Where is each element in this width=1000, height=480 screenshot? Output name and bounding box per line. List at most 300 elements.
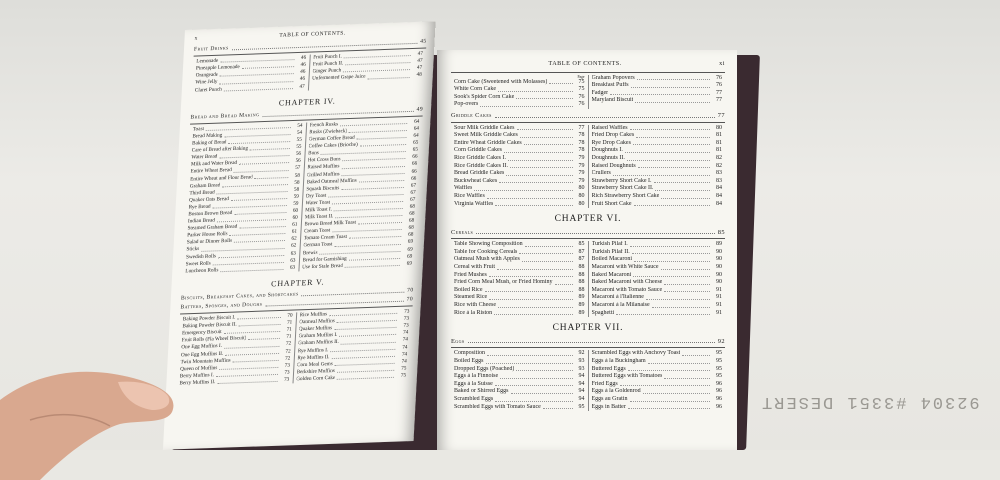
toc-entry — [454, 193, 585, 201]
entry-page: 67 — [406, 182, 416, 189]
entry-leader — [489, 294, 572, 300]
toc-entry — [592, 294, 723, 302]
entry-leader — [664, 373, 710, 379]
toc-column — [588, 75, 726, 109]
entry-page: 89 — [712, 241, 722, 249]
entry-title: Dry Toast — [306, 192, 327, 200]
entry-page: 73 — [280, 362, 290, 369]
entry-page: 66 — [406, 168, 416, 175]
entry-page: 64 — [408, 133, 418, 140]
entry-leader — [517, 125, 573, 131]
entry-title: Fried Eggs — [592, 381, 618, 389]
toc-entry — [592, 241, 723, 249]
entry-leader — [522, 256, 573, 262]
toc-entry — [592, 302, 723, 310]
entry-page: 82 — [712, 155, 722, 163]
entry-title: Ginger Punch — [312, 68, 341, 76]
entry-title: Eggs à la Suisse — [454, 381, 493, 389]
entry-leader — [499, 178, 572, 184]
entry-page: 75 — [396, 365, 406, 372]
toc-entry — [592, 125, 723, 133]
entry-page: 58 — [289, 179, 299, 186]
entry-page: 64 — [409, 126, 419, 133]
entry-leader — [628, 366, 710, 372]
entry-title: Quaker Oats Bread — [189, 196, 229, 204]
toc-entry — [592, 366, 723, 374]
entry-page: 91 — [712, 287, 722, 295]
entry-leader — [217, 377, 277, 384]
entry-title: French Rusks — [309, 121, 338, 129]
section-page: 85 — [718, 229, 725, 237]
entry-leader — [239, 158, 289, 165]
entry-page: 90 — [712, 279, 722, 287]
entry-title: Breakfast Puffs — [592, 82, 629, 90]
entry-title: Twin Mountain Muffins — [180, 357, 230, 366]
entry-leader — [344, 51, 411, 58]
entry-page: 67 — [405, 196, 415, 203]
entry-title: Rice Waffles — [454, 193, 485, 201]
toc-entry — [592, 75, 723, 83]
entry-page: 68 — [404, 211, 414, 218]
entry-page: 74 — [398, 330, 408, 337]
toc-entry — [454, 373, 585, 381]
entry-leader — [219, 151, 289, 159]
toc-entry — [592, 185, 723, 193]
entry-title: Sticks — [186, 246, 199, 254]
entry-page: 69 — [402, 246, 412, 253]
entry-leader — [495, 396, 572, 402]
entry-leader — [222, 180, 288, 187]
entry-title: Baked Oatmeal Muffins — [306, 177, 357, 186]
entry-page: 61 — [287, 222, 297, 229]
entry-title: Milk Toast I. — [305, 206, 332, 214]
entry-leader — [337, 316, 397, 323]
toc-columns — [451, 122, 725, 209]
toc-entry — [454, 404, 585, 412]
entry-leader — [345, 261, 400, 268]
entry-page: 77 — [712, 90, 722, 98]
entry-page: 46 — [295, 62, 305, 69]
entry-page: 72 — [281, 341, 291, 348]
entry-leader — [620, 381, 710, 387]
entry-title: Boiled Macaroni — [592, 256, 633, 264]
entry-page: 47 — [294, 83, 304, 90]
toc-entry — [454, 94, 585, 102]
entry-leader — [334, 239, 401, 246]
entry-page: 46 — [296, 55, 306, 62]
entry-page: 92 — [575, 350, 585, 358]
entry-leader — [242, 62, 294, 69]
toc-entry — [592, 373, 723, 381]
entry-title: Bread Making — [192, 132, 222, 140]
entry-title: Doughnuts I. — [592, 147, 623, 155]
entry-leader — [231, 194, 287, 201]
toc-entry — [592, 350, 723, 358]
entry-title: Rice with Cheese — [454, 302, 496, 310]
entry-page: 73 — [279, 376, 289, 383]
toc-entry — [454, 101, 585, 109]
toc-columns — [451, 72, 725, 109]
toc-entry — [592, 310, 723, 318]
entry-page: 79 — [575, 170, 585, 178]
entry-page: 83 — [712, 170, 722, 178]
entry-title: Doughnuts II. — [592, 155, 625, 163]
entry-page: 68 — [403, 232, 413, 239]
entry-page: 75 — [575, 79, 585, 87]
section-title: Cereals — [451, 229, 473, 237]
toc-column — [307, 51, 426, 91]
entry-title: Turkish Pilaf I. — [592, 241, 628, 249]
entry-title: Eggs à la Buckingham — [592, 358, 646, 366]
toc-column — [588, 241, 726, 317]
entry-page: 80 — [575, 201, 585, 209]
entry-title: Emergency Biscuit — [182, 329, 222, 337]
section-title: Eggs — [451, 338, 465, 346]
entry-page: 84 — [712, 185, 722, 193]
entry-title: German Toast — [303, 242, 333, 250]
entry-page: 80 — [712, 125, 722, 133]
runhead-center: TABLE OF CONTENTS. — [279, 30, 346, 39]
entry-title: Rice Muffins — [299, 311, 327, 319]
entry-page: 79 — [575, 155, 585, 163]
entry-title: Baked Macaroni with Cheese — [592, 279, 663, 287]
toc-columns — [176, 305, 412, 387]
entry-page: 80 — [575, 185, 585, 193]
entry-leader — [664, 279, 710, 285]
entry-leader — [511, 388, 573, 394]
entry-title: Sweet Rolls — [185, 260, 210, 268]
toc-entry — [454, 381, 585, 389]
entry-title: Rye Muffins II. — [297, 354, 330, 362]
entry-title: Macaroni with White Sauce — [592, 264, 659, 272]
entry-title: Oatmeal Mush with Apples — [454, 256, 520, 264]
entry-title: Eggs in Batter — [592, 404, 626, 412]
entry-leader — [337, 373, 394, 380]
entry-title: Cereal with Fruit — [454, 264, 495, 272]
section-page: 77 — [718, 112, 725, 120]
entry-leader — [248, 334, 279, 340]
entry-leader — [495, 201, 572, 207]
entry-page: 66 — [406, 175, 416, 182]
entry-title: Pop-overs — [454, 101, 478, 109]
entry-leader — [349, 254, 401, 261]
section-title: Fruit Drinks — [194, 46, 229, 54]
entry-leader — [494, 310, 572, 316]
entry-page: 96 — [712, 381, 722, 389]
section-leader — [495, 112, 715, 118]
entry-page: 89 — [575, 302, 585, 310]
entry-page: 70 — [282, 313, 292, 320]
entry-title: Baked or Shirred Eggs — [454, 388, 509, 396]
entry-leader — [630, 125, 710, 131]
entry-leader — [358, 218, 402, 225]
entry-leader — [218, 251, 284, 258]
entry-title: Berry Muffins I. — [180, 372, 215, 380]
entry-title: Buttered Eggs with Tomatoes — [592, 373, 663, 381]
section-title: Bread and Bread Making — [190, 112, 259, 121]
entry-title: Steamed Rice — [454, 294, 487, 302]
toc-column — [451, 75, 588, 109]
entry-leader — [636, 132, 710, 138]
entry-page: 55 — [291, 144, 301, 151]
entry-title: Crullers — [592, 170, 611, 178]
entry-page: 75 — [575, 86, 585, 94]
entry-page: 62 — [286, 236, 296, 243]
entry-page: 87 — [575, 249, 585, 257]
toc-columns — [451, 238, 725, 317]
toc-entry — [454, 310, 585, 318]
entry-title: Parker House Rolls — [187, 231, 228, 239]
entry-leader — [510, 163, 573, 169]
entry-leader — [504, 147, 573, 153]
entry-leader — [340, 119, 408, 126]
entry-page: 74 — [398, 337, 408, 344]
entry-title: Swedish Rolls — [186, 253, 216, 261]
entry-title: Luncheon Rolls — [185, 267, 218, 275]
entry-title: Buckwheat Cakes — [454, 178, 497, 186]
entry-page: 91 — [712, 302, 722, 310]
entry-leader — [631, 82, 710, 88]
entry-title: Fruit Short Cake — [592, 201, 632, 209]
toc-entry — [454, 178, 585, 186]
toc-columns — [451, 347, 725, 411]
entry-title: Rice Griddle Cakes I. — [454, 155, 506, 163]
toc-entry — [454, 147, 585, 155]
toc-column — [451, 350, 588, 411]
entry-page: 95 — [575, 404, 585, 412]
entry-page: 94 — [575, 396, 585, 404]
entry-page: 94 — [575, 373, 585, 381]
entry-title: Lemonade — [196, 58, 218, 66]
entry-page: 78 — [575, 147, 585, 155]
entry-leader — [489, 272, 573, 278]
entry-title: Brewis — [303, 249, 318, 257]
entry-leader — [335, 211, 402, 218]
entry-title: Fruit Rolls (Fla Wheel Biscuit) — [181, 335, 246, 344]
entry-leader — [682, 350, 710, 356]
entry-page: 59 — [289, 193, 299, 200]
section-heading — [451, 338, 725, 346]
entry-page: 46 — [295, 76, 305, 83]
entry-page: 75 — [396, 372, 406, 379]
entry-page: 81 — [712, 140, 722, 148]
entry-page: 90 — [712, 264, 722, 272]
entry-title: Table for Cooking Cereals — [454, 249, 517, 257]
entry-leader — [524, 140, 573, 146]
entry-title: Salad or Dinner Rolls — [187, 238, 233, 247]
entry-title: Buns — [308, 150, 319, 157]
entry-page: 63 — [285, 257, 295, 264]
toc-entry — [592, 193, 723, 201]
entry-leader — [637, 75, 710, 81]
entry-leader — [343, 65, 410, 72]
entry-leader — [341, 161, 405, 168]
entry-leader — [525, 241, 573, 247]
chapter-heading: CHAPTER V. — [181, 275, 414, 290]
entry-page: 96 — [712, 388, 722, 396]
entry-leader — [233, 356, 279, 363]
entry-page: 58 — [289, 186, 299, 193]
entry-leader — [632, 249, 710, 255]
toc-entry — [592, 140, 723, 148]
entry-leader — [628, 404, 710, 410]
toc-entry — [592, 404, 723, 412]
entry-title: Boston Brown Bread — [188, 210, 232, 219]
entry-title: Dropped Eggs (Poached) — [454, 366, 514, 374]
section-page: 70 — [406, 296, 413, 303]
entry-leader — [341, 337, 396, 344]
entry-page: 95 — [712, 350, 722, 358]
entry-page: 54 — [292, 130, 302, 137]
entry-leader — [630, 396, 711, 402]
entry-title: Baking of Bread — [192, 139, 227, 147]
entry-page: 77 — [575, 125, 585, 133]
entry-title: Rice Griddle Cakes II. — [454, 163, 508, 171]
running-head — [451, 60, 725, 68]
price-tag-text: 92304 #3351 DESERT — [760, 392, 980, 411]
entry-leader — [219, 363, 278, 370]
entry-page: 71 — [282, 320, 292, 327]
chapter-heading: CHAPTER VII. — [451, 325, 725, 333]
entry-title: Berkshire Muffins — [296, 368, 335, 376]
entry-page: 88 — [575, 287, 585, 295]
entry-page: 68 — [405, 204, 415, 211]
entry-title: Raised Waffles — [592, 125, 628, 133]
entry-page: 84 — [712, 201, 722, 209]
entry-title: Oatmeal Muffins — [299, 318, 335, 326]
entry-leader — [367, 73, 410, 80]
entry-leader — [345, 58, 411, 65]
entry-leader — [341, 183, 404, 190]
entry-page: 72 — [280, 355, 290, 362]
entry-leader — [646, 294, 710, 300]
entry-leader — [239, 222, 285, 229]
entry-title: Hot Cross Buns — [307, 157, 340, 165]
entry-leader — [495, 381, 573, 387]
entry-leader — [349, 126, 407, 133]
entry-page: 76 — [712, 75, 722, 83]
toc-column — [451, 241, 588, 317]
entry-leader — [357, 133, 407, 140]
entry-page: 94 — [575, 388, 585, 396]
entry-leader — [224, 341, 279, 348]
entry-page: 80 — [575, 193, 585, 201]
entry-leader — [487, 193, 573, 199]
entry-title: Baked Macaroni — [592, 272, 632, 280]
entry-leader — [643, 388, 710, 394]
entry-title: Coffee Cakes (Brioche) — [308, 142, 358, 151]
entry-page: 73 — [399, 316, 409, 323]
entry-title: Graham Bread — [190, 182, 221, 190]
entry-leader — [224, 327, 280, 334]
entry-title: Scrambled Eggs with Tomato Sauce — [454, 404, 541, 412]
section-leader — [302, 288, 405, 297]
entry-title: Macaroni à l'Italienne — [592, 294, 644, 302]
entry-title: Steamed Graham Bread — [187, 224, 237, 233]
toc-column — [588, 350, 726, 411]
toc-entry — [454, 264, 585, 272]
section-leader — [468, 338, 715, 344]
entry-page: 62 — [286, 243, 296, 250]
entry-title: Fried Mushes — [454, 272, 487, 280]
entry-title: Milk and Water Bread — [191, 160, 238, 169]
entry-title: Virginia Waffles — [454, 201, 493, 209]
entry-title: Rye Bread — [188, 204, 210, 212]
entry-title: Table Showing Composition — [454, 241, 523, 249]
entry-page: 87 — [575, 256, 585, 264]
toc-column — [451, 125, 588, 209]
entry-page: 79 — [575, 178, 585, 186]
entry-title: Toast — [193, 126, 205, 133]
entry-page: 47 — [412, 58, 422, 65]
toc-column — [192, 55, 310, 94]
toc-entry — [454, 272, 585, 280]
entry-leader — [627, 155, 710, 161]
section-heading — [451, 229, 725, 237]
entry-title: Water Bread — [191, 154, 217, 162]
entry-page: 69 — [403, 239, 413, 246]
entry-title: Waffles — [454, 185, 472, 193]
section-page: 49 — [416, 106, 423, 113]
entry-title: Maryland Biscuit — [592, 97, 634, 105]
entry-title: Golden Corn Cake — [296, 375, 335, 383]
entry-leader — [664, 287, 710, 293]
entry-title: Graham Muffins II. — [298, 339, 339, 348]
entry-page: 57 — [290, 165, 300, 172]
entry-title: Rice à la Riston — [454, 310, 492, 318]
entry-leader — [661, 264, 710, 270]
entry-title: Berry Muffins II. — [179, 379, 215, 387]
entry-leader — [224, 130, 290, 137]
entry-page: 85 — [575, 241, 585, 249]
entry-leader — [217, 215, 286, 222]
entry-leader — [224, 84, 293, 91]
entry-page: 76 — [575, 101, 585, 109]
entry-leader — [613, 170, 710, 176]
entry-page: 48 — [412, 72, 422, 79]
toc-entry — [592, 97, 723, 105]
entry-leader — [234, 208, 286, 215]
toc-entry — [454, 388, 585, 396]
entry-leader — [508, 155, 573, 161]
entry-page: 74 — [396, 358, 406, 365]
entry-leader — [555, 279, 573, 285]
toc-column — [298, 118, 423, 271]
entry-page: 56 — [290, 158, 300, 165]
entry-leader — [330, 344, 396, 351]
entry-page: 58 — [290, 172, 300, 179]
toc-entry — [454, 294, 585, 302]
toc-columns — [182, 115, 423, 275]
entry-title: Third Bread — [189, 189, 215, 197]
entry-title: Use for Stale Bread — [302, 263, 343, 272]
entry-title: Cream Toast — [304, 228, 331, 236]
entry-leader — [516, 366, 572, 372]
entry-page: 96 — [712, 396, 722, 404]
entry-leader — [250, 144, 290, 150]
runhead-right: xi — [719, 60, 725, 68]
entry-leader — [638, 163, 710, 169]
chapter-heading: CHAPTER IV. — [191, 94, 424, 109]
entry-page: 71 — [281, 334, 291, 341]
entry-leader — [480, 101, 572, 107]
entry-page: 65 — [408, 140, 418, 147]
entry-title: Baking Powder Biscuit I. — [183, 315, 236, 324]
entry-title: Entire Wheat Griddle Cakes — [454, 140, 522, 148]
hand — [0, 360, 190, 480]
toc-column — [588, 125, 726, 209]
entry-leader — [349, 232, 402, 239]
